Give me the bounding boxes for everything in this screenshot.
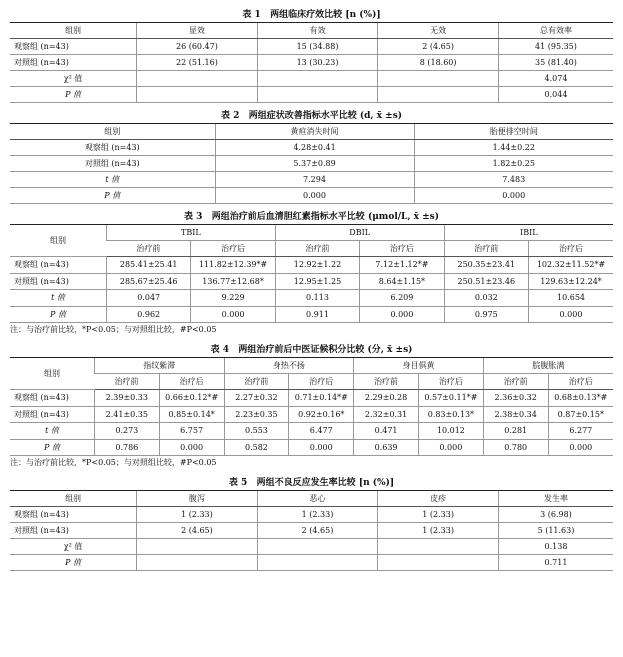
table-cell: 0.000 <box>360 306 444 323</box>
table4-sub: 治疗前 <box>224 374 289 390</box>
table5-caption: 表 5 两组不良反应发生率比较 [n (%)] <box>228 478 395 488</box>
table-cell: 0.582 <box>224 439 289 456</box>
table4-measure: 指纹紫滞 <box>94 358 224 374</box>
table-cell: 2.32±0.31 <box>354 406 419 423</box>
table-cell: 0.000 <box>548 439 613 456</box>
table4-note: 注：与治疗前比较，*P<0.05；与对照组比较，#P<0.05 <box>10 458 217 467</box>
table4-sub: 治疗后 <box>159 374 224 390</box>
table-cell: 2.36±0.32 <box>483 390 548 407</box>
table-row <box>10 156 613 172</box>
table2-header: 组别 <box>10 124 215 140</box>
table-cell: 0.83±0.13* <box>418 406 483 423</box>
table1-caption: 表 1 两组临床疗效比较 [n (%)] <box>242 10 381 20</box>
table-cell: 0.000 <box>215 188 414 204</box>
table-row <box>10 55 613 71</box>
table-row <box>10 39 613 55</box>
table3 <box>10 224 613 323</box>
table-cell: 12.92±1.22 <box>275 257 359 274</box>
table-cell: 0.273 <box>94 423 159 440</box>
table-cell: 5 (11.63) <box>498 523 613 539</box>
table-cell: 6.757 <box>159 423 224 440</box>
table-row <box>10 539 613 555</box>
table-cell: 0.000 <box>289 439 354 456</box>
table3-sub: 治疗后 <box>360 241 444 257</box>
table-cell: P 值 <box>10 439 94 456</box>
table-cell: 102.32±11.52*# <box>529 257 614 274</box>
table3-sub: 治疗后 <box>529 241 614 257</box>
table-cell: 2.23±0.35 <box>224 406 289 423</box>
table2 <box>10 123 613 204</box>
table-cell: P 值 <box>10 306 106 323</box>
table1-header: 无效 <box>378 23 499 39</box>
table-cell: 2.41±0.35 <box>94 406 159 423</box>
table-cell: 0.92±0.16* <box>289 406 354 423</box>
table4-measure: 身热不扬 <box>224 358 354 374</box>
table-cell: 1 (2.33) <box>378 523 499 539</box>
table3-note: 注：与治疗前比较，*P<0.05；与对照组比较，#P<0.05 <box>10 325 217 334</box>
table5-header: 发生率 <box>498 491 613 507</box>
table5-header: 腹泻 <box>137 491 258 507</box>
table-cell: 对照组 (n=43) <box>10 156 215 172</box>
table-cell: 2.29±0.28 <box>354 390 419 407</box>
table-cell: 对照组 (n=43) <box>10 523 137 539</box>
table4-measure: 脘腹胀满 <box>483 358 613 374</box>
table5-header: 组别 <box>10 491 137 507</box>
table4-caption: 表 4 两组治疗前后中医证候积分比较 (分, x̄ ±s) <box>210 345 413 355</box>
table2-header: 黄疸消失时间 <box>215 124 414 140</box>
table-cell: 2.27±0.32 <box>224 390 289 407</box>
table-cell: 111.82±12.39*# <box>191 257 275 274</box>
table-cell: 9.229 <box>191 290 275 307</box>
table-row <box>10 257 613 274</box>
table-row <box>10 87 613 103</box>
table4-group-header: 组别 <box>10 358 94 390</box>
table-cell: 250.51±23.46 <box>444 273 528 290</box>
table-cell: t 值 <box>10 423 94 440</box>
table-cell: 8.64±1.15* <box>360 273 444 290</box>
table4-sub: 治疗前 <box>354 374 419 390</box>
table-cell: 1.44±0.22 <box>414 140 613 156</box>
table2-header: 胎便排空时间 <box>414 124 613 140</box>
table-row <box>10 172 613 188</box>
table-cell: 0.000 <box>159 439 224 456</box>
table-cell: 7.294 <box>215 172 414 188</box>
table-cell: t 值 <box>10 172 215 188</box>
table-row <box>10 423 613 440</box>
table-cell: 10.012 <box>418 423 483 440</box>
table-row <box>10 439 613 456</box>
table1-header: 有效 <box>257 23 378 39</box>
table3-sub: 治疗后 <box>191 241 275 257</box>
table-cell: 0.71±0.14*# <box>289 390 354 407</box>
table1-header: 总有效率 <box>498 23 613 39</box>
table-cell: 285.67±25.46 <box>106 273 190 290</box>
table5 <box>10 490 613 571</box>
document-page <box>10 8 613 571</box>
table-cell: 41 (95.35) <box>498 39 613 55</box>
table-cell: 0.962 <box>106 306 190 323</box>
table-cell: 6.277 <box>548 423 613 440</box>
table-cell: 0.87±0.15* <box>548 406 613 423</box>
table-cell: 15 (34.88) <box>257 39 378 55</box>
table-cell: 对照组 (n=43) <box>10 273 106 290</box>
table-cell: 观察组 (n=43) <box>10 39 137 55</box>
table-cell: 6.209 <box>360 290 444 307</box>
table-cell: 观察组 (n=43) <box>10 507 137 523</box>
table4 <box>10 357 613 456</box>
chi-label: χ² 值 <box>10 539 137 555</box>
table-cell: 6.477 <box>289 423 354 440</box>
table-cell: 0.553 <box>224 423 289 440</box>
table-row <box>10 71 613 87</box>
table-cell: 2 (4.65) <box>257 523 378 539</box>
table1-header: 显效 <box>137 23 258 39</box>
table-cell: 129.63±12.24* <box>529 273 614 290</box>
table-cell: 8 (18.60) <box>378 55 499 71</box>
table-cell: 3 (6.98) <box>498 507 613 523</box>
table-row <box>10 523 613 539</box>
table-cell: 对照组 (n=43) <box>10 55 137 71</box>
table3-group-header: 组别 <box>10 225 106 257</box>
table4-sub: 治疗后 <box>548 374 613 390</box>
table-cell: 2.39±0.33 <box>94 390 159 407</box>
table3-measure: TBIL <box>106 225 275 241</box>
table-cell: 26 (60.47) <box>137 39 258 55</box>
table-cell: 7.12±1.12*# <box>360 257 444 274</box>
table-cell: 2.38±0.34 <box>483 406 548 423</box>
table-cell: 0.85±0.14* <box>159 406 224 423</box>
table-cell: t 值 <box>10 290 106 307</box>
table-cell: 0.281 <box>483 423 548 440</box>
table-cell: 0.911 <box>275 306 359 323</box>
table4-sub: 治疗前 <box>94 374 159 390</box>
table-cell: 1 (2.33) <box>378 507 499 523</box>
table3-caption: 表 3 两组治疗前后血清胆红素指标水平比较 (μmol/L, x̄ ±s) <box>184 212 439 222</box>
table1-header: 组别 <box>10 23 137 39</box>
table-cell: 1 (2.33) <box>137 507 258 523</box>
chi-value: 4.074 <box>498 71 613 87</box>
table-cell: 0.047 <box>106 290 190 307</box>
table3-measure: IBIL <box>444 225 613 241</box>
p-value: 0.711 <box>498 555 613 571</box>
chi-value: 0.138 <box>498 539 613 555</box>
table-cell: 观察组 (n=43) <box>10 390 94 407</box>
table-cell: 0.113 <box>275 290 359 307</box>
table-cell: 250.35±23.41 <box>444 257 528 274</box>
table-row <box>10 273 613 290</box>
table-row <box>10 188 613 204</box>
chi-label: χ² 值 <box>10 71 137 87</box>
table-cell: 5.37±0.89 <box>215 156 414 172</box>
table-cell: 0.000 <box>529 306 614 323</box>
table-cell: 285.41±25.41 <box>106 257 190 274</box>
table-cell: 2 (4.65) <box>137 523 258 539</box>
table-row <box>10 406 613 423</box>
table-cell: P 值 <box>10 188 215 204</box>
table3-sub: 治疗前 <box>275 241 359 257</box>
table-cell: 0.975 <box>444 306 528 323</box>
table-cell: 对照组 (n=43) <box>10 406 94 423</box>
table4-sub: 治疗后 <box>418 374 483 390</box>
table3-measure: DBIL <box>275 225 444 241</box>
table-row <box>10 140 613 156</box>
table-row <box>10 290 613 307</box>
table-row <box>10 507 613 523</box>
table-cell: 0.000 <box>191 306 275 323</box>
table-cell: 0.780 <box>483 439 548 456</box>
table-cell: 7.483 <box>414 172 613 188</box>
table-cell: 0.032 <box>444 290 528 307</box>
table-cell: 2 (4.65) <box>378 39 499 55</box>
table2-caption: 表 2 两组症状改善指标水平比较 (d, x̄ ±s) <box>220 111 403 121</box>
table-cell: 1.82±0.25 <box>414 156 613 172</box>
table-cell: 观察组 (n=43) <box>10 140 215 156</box>
table5-header: 恶心 <box>257 491 378 507</box>
table-cell: 0.786 <box>94 439 159 456</box>
table4-sub: 治疗后 <box>289 374 354 390</box>
table4-measure: 身目俱黄 <box>354 358 484 374</box>
table-cell: 观察组 (n=43) <box>10 257 106 274</box>
table-cell: 0.68±0.13*# <box>548 390 613 407</box>
p-label: P 值 <box>10 555 137 571</box>
table3-sub: 治疗前 <box>444 241 528 257</box>
table-cell: 0.66±0.12*# <box>159 390 224 407</box>
table-row <box>10 390 613 407</box>
table-cell: 12.95±1.25 <box>275 273 359 290</box>
table-cell: 0.471 <box>354 423 419 440</box>
table-cell: 0.000 <box>418 439 483 456</box>
table-cell: 35 (81.40) <box>498 55 613 71</box>
table-cell: 4.28±0.41 <box>215 140 414 156</box>
table-cell: 22 (51.16) <box>137 55 258 71</box>
table3-sub: 治疗前 <box>106 241 190 257</box>
table-cell: 10.654 <box>529 290 614 307</box>
table-cell: 0.639 <box>354 439 419 456</box>
table4-sub: 治疗前 <box>483 374 548 390</box>
table5-header: 皮疹 <box>378 491 499 507</box>
table-row <box>10 555 613 571</box>
table-row <box>10 306 613 323</box>
table1 <box>10 22 613 103</box>
table-cell: 0.57±0.11*# <box>418 390 483 407</box>
p-value: 0.044 <box>498 87 613 103</box>
table-cell: 136.77±12.68* <box>191 273 275 290</box>
table-cell: 13 (30.23) <box>257 55 378 71</box>
p-label: P 值 <box>10 87 137 103</box>
table-cell: 1 (2.33) <box>257 507 378 523</box>
table-cell: 0.000 <box>414 188 613 204</box>
